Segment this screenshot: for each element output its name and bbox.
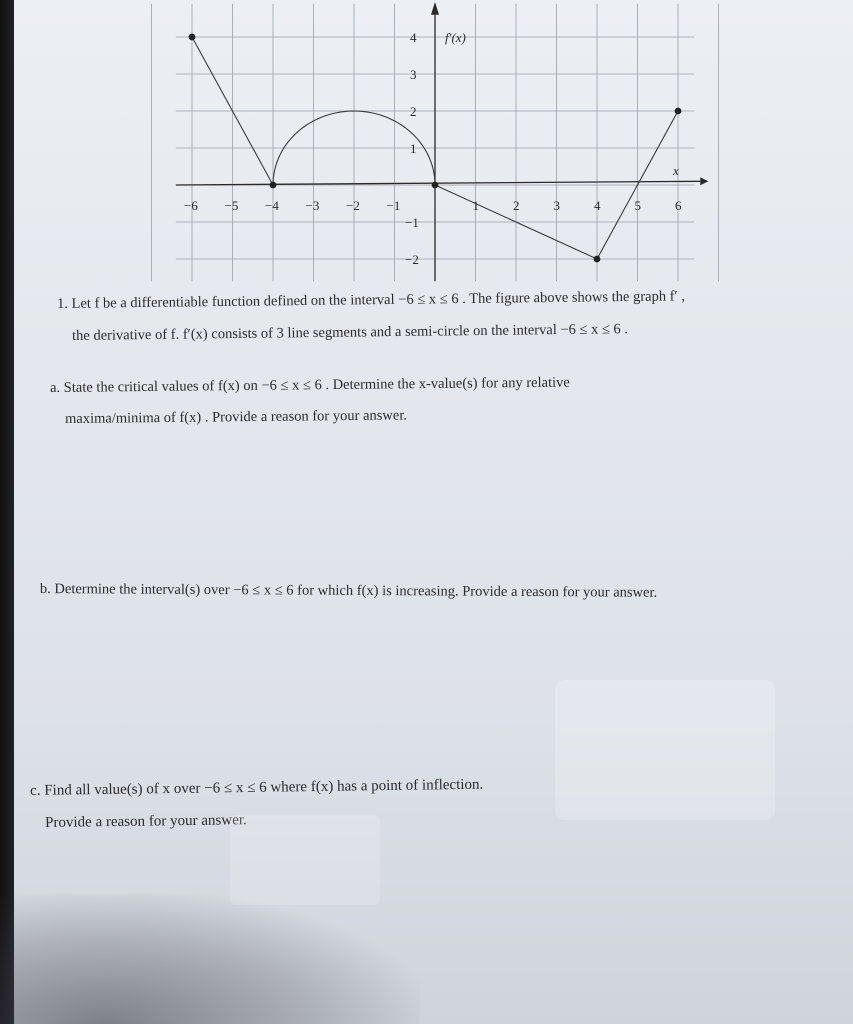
x-tick-label: 2 (513, 198, 520, 213)
graph-point (675, 108, 682, 115)
problem-intro-line-1: 1. Let f be a differentiable function defined on the interval −6 ≤ x ≤ 6 . The figure above shows the graph f′ , (57, 288, 686, 312)
y-tick-label: 2 (410, 104, 417, 119)
x-tick-label: −2 (346, 198, 360, 213)
y-tick-label: 3 (410, 67, 417, 82)
part-a-line-1: a. State the critical values of f(x) on −6 ≤ x ≤ 6 . Determine the x-value(s) for any relative (50, 374, 570, 396)
x-tick-label: 1 (472, 198, 479, 213)
x-tick-label: −5 (224, 198, 239, 213)
y-tick-label: 1 (410, 141, 417, 156)
x-tick-label: 5 (634, 198, 641, 213)
x-axis-label: x (673, 163, 679, 178)
problem-intro-line-2: the derivative of f. f′(x) consists of 3 line segments and a semi-circle on the interval −6 ≤ x ≤ 6 . (72, 321, 629, 344)
graph-point (432, 182, 439, 189)
y-tick-label: 4 (410, 30, 417, 45)
part-b-line-1: b. Determine the interval(s) over −6 ≤ x ≤ 6 for which f(x) is increasing. Provide a reason for your answer. (39, 581, 658, 601)
function-label: f′(x) (445, 30, 466, 45)
graph-axes (176, 2, 709, 281)
part-a-line-2: maxima/minima of f(x) . Provide a reason for your answer. (65, 407, 408, 427)
y-tick-label: −1 (405, 215, 419, 230)
x-tick-label: 4 (594, 198, 601, 213)
x-tick-label: 6 (675, 198, 682, 213)
part-c-line-2: Provide a reason for your answer. (45, 812, 247, 831)
derivative-graph (150, 0, 720, 292)
graph-point (189, 34, 196, 41)
y-axis-arrow (431, 2, 439, 15)
part-c-line-1: c. Find all value(s) of x over −6 ≤ x ≤ 6 where f(x) has a point of inflection. (30, 776, 484, 799)
graph-labels (184, 30, 682, 267)
graph-point (270, 182, 277, 189)
x-axis-arrow (700, 177, 708, 185)
x-tick-label: −3 (305, 198, 320, 213)
x-tick-label: −6 (184, 198, 198, 213)
x-tick-label: 3 (553, 198, 560, 213)
y-tick-label: −2 (405, 252, 419, 267)
x-tick-label: −1 (386, 198, 401, 213)
graph-point (594, 256, 601, 263)
x-tick-label: −4 (265, 198, 279, 213)
